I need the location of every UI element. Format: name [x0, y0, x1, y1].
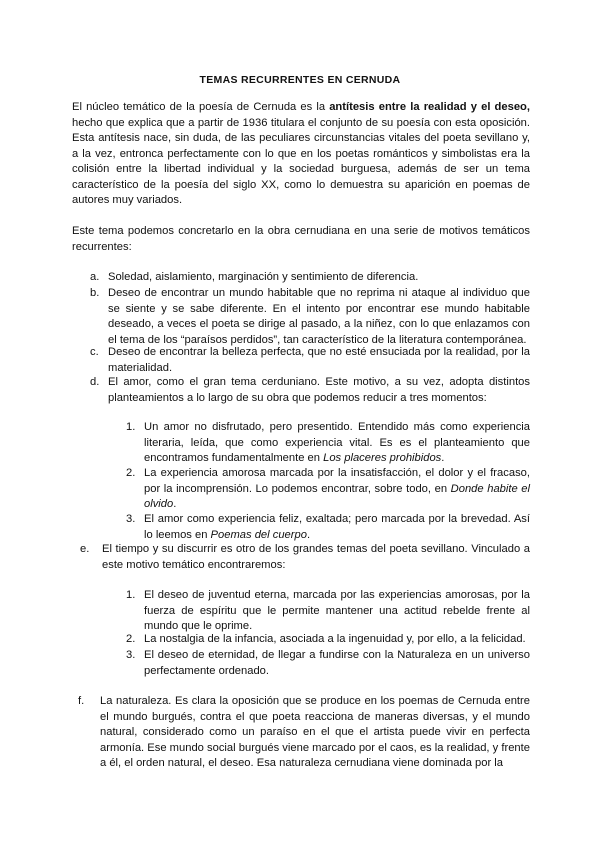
- sub1-tail: .: [441, 452, 445, 464]
- item-e-text: El tiempo y su discurrir es otro de los grandes temas del poeta sevillano. Vinculado a este motivo temático encontraremos:: [102, 543, 530, 571]
- item-d-sub3-marker: 3.: [126, 513, 136, 525]
- item-e-sub2-text: La nostalgia de la infancia, asociada a la ingenuidad y, por ello, a la felicidad.: [144, 633, 526, 645]
- sub2-tail: .: [173, 498, 177, 510]
- item-a-text: Soledad, aislamiento, marginación y sentimiento de diferencia.: [108, 271, 419, 283]
- item-f-text: La naturaleza. Es clara la oposición que se produce en los poemas de Cernuda entre el mundo burgués, contra el que poeta reacciona de maneras diversas, y el mundo natural, considerado como un paraíso en el que el artista puede vivir en perfecta armonía. Ese mundo social burgués viene marcado por el caos, es la realidad, y frente a él, el orden natural, el deseo. Esa naturaleza cernudiana viene dominada por la: [100, 695, 530, 769]
- book-title-poemas-cuerpo: Poemas del cuerpo: [210, 528, 307, 541]
- intro-text-end: hecho que explica que a partir de 1936 titulara el conjunto de su poesía con esta oposición. Esta antítesis nace, sin duda, de las peculiares circunstancias vitales del poeta sevillano y, a la vez, entronca perfectamente con lo que en los poetas románticos y simbolistas era la colisión entre la libertad individual y la sociedad burguesa, además de ser un tema característico de la poesía del siglo XX, como lo demuestra su aparición en poemas de autores muy variados.: [72, 116, 530, 206]
- item-e-sub2-marker: 2.: [126, 633, 136, 645]
- item-d-text: El amor, como el gran tema cerduniano. Este motivo, a su vez, adopta distintos planteamientos a lo largo de su obra que podemos reducir a tres momentos:: [108, 376, 530, 404]
- item-e-sub1-marker: 1.: [126, 589, 136, 601]
- item-c-text: Deseo de encontrar la belleza perfecta, que no esté ensuciada por la realidad, por la materialidad.: [108, 346, 530, 374]
- item-c-marker: c.: [90, 346, 99, 358]
- intro-bold-phrase: antítesis entre la realidad y el deseo,: [329, 101, 531, 113]
- intro-paragraph: [72, 100, 530, 209]
- item-e-sub3-text: El deseo de eternidad, de llegar a fundirse con la Naturaleza en un universo perfectamente ordenado.: [144, 649, 530, 677]
- motifs-intro-paragraph: Este tema podemos concretarlo en la obra cernudiana en una serie de motivos temáticos recurrentes:: [72, 225, 530, 253]
- item-b-text: Deseo de encontrar un mundo habitable que no reprima ni ataque al individuo que se siente y se sabe diferente. En el intento por encontrar ese mundo habitable deseado, a veces el poeta se dirige al pasado, a la niñez, con lo que enlazamos con el tema de los “paraísos perdidos”, tan característico de la literatura contemporánea.: [108, 287, 530, 346]
- item-d-sub1-marker: 1.: [126, 421, 136, 433]
- sub3-tail: .: [306, 528, 311, 541]
- item-a-marker: a.: [90, 271, 100, 283]
- item-f-marker: f.: [78, 695, 85, 707]
- item-b-marker: b.: [90, 287, 100, 299]
- item-e-sub3-marker: 3.: [126, 649, 136, 661]
- item-d-sub1-text: [144, 420, 530, 467]
- sub2-text: La experiencia amorosa marcada por la insatisfacción, el dolor y el fracaso, por la incomprensión. Lo podemos encontrar, sobre todo, en: [144, 467, 530, 495]
- item-d-sub3-text: [144, 512, 530, 543]
- item-e-sub1-text: El deseo de juventud eterna, marcada por las experiencias amorosas, por la fuerza de espíritu que le permite mantener una actitud rebelde frente al mundo que le oprime.: [144, 589, 530, 632]
- sub1-text: Un amor no disfrutado, pero presentido. Entendido más como experiencia literaria, leída, que como experiencia vital. Es es el planteamiento que encontramos fundamentalmente en: [144, 421, 530, 464]
- item-d-sub2-marker: 2.: [126, 467, 136, 479]
- intro-text-start: El núcleo temático de la poesía de Cernuda es la: [72, 101, 330, 113]
- book-title-placeres: Los placeres prohibidos: [323, 452, 442, 464]
- document-title: TEMAS RECURRENTES EN CERNUDA: [199, 74, 401, 86]
- book-title-donde-habite: Donde habite el olvido: [144, 482, 531, 510]
- item-d-sub2-text: [144, 466, 530, 513]
- item-e-marker: e.: [80, 543, 90, 555]
- sub3-text: El amor como experiencia feliz, exaltada; pero marcada por la brevedad. Así lo leemos en: [144, 513, 530, 541]
- item-d-marker: d.: [90, 376, 100, 388]
